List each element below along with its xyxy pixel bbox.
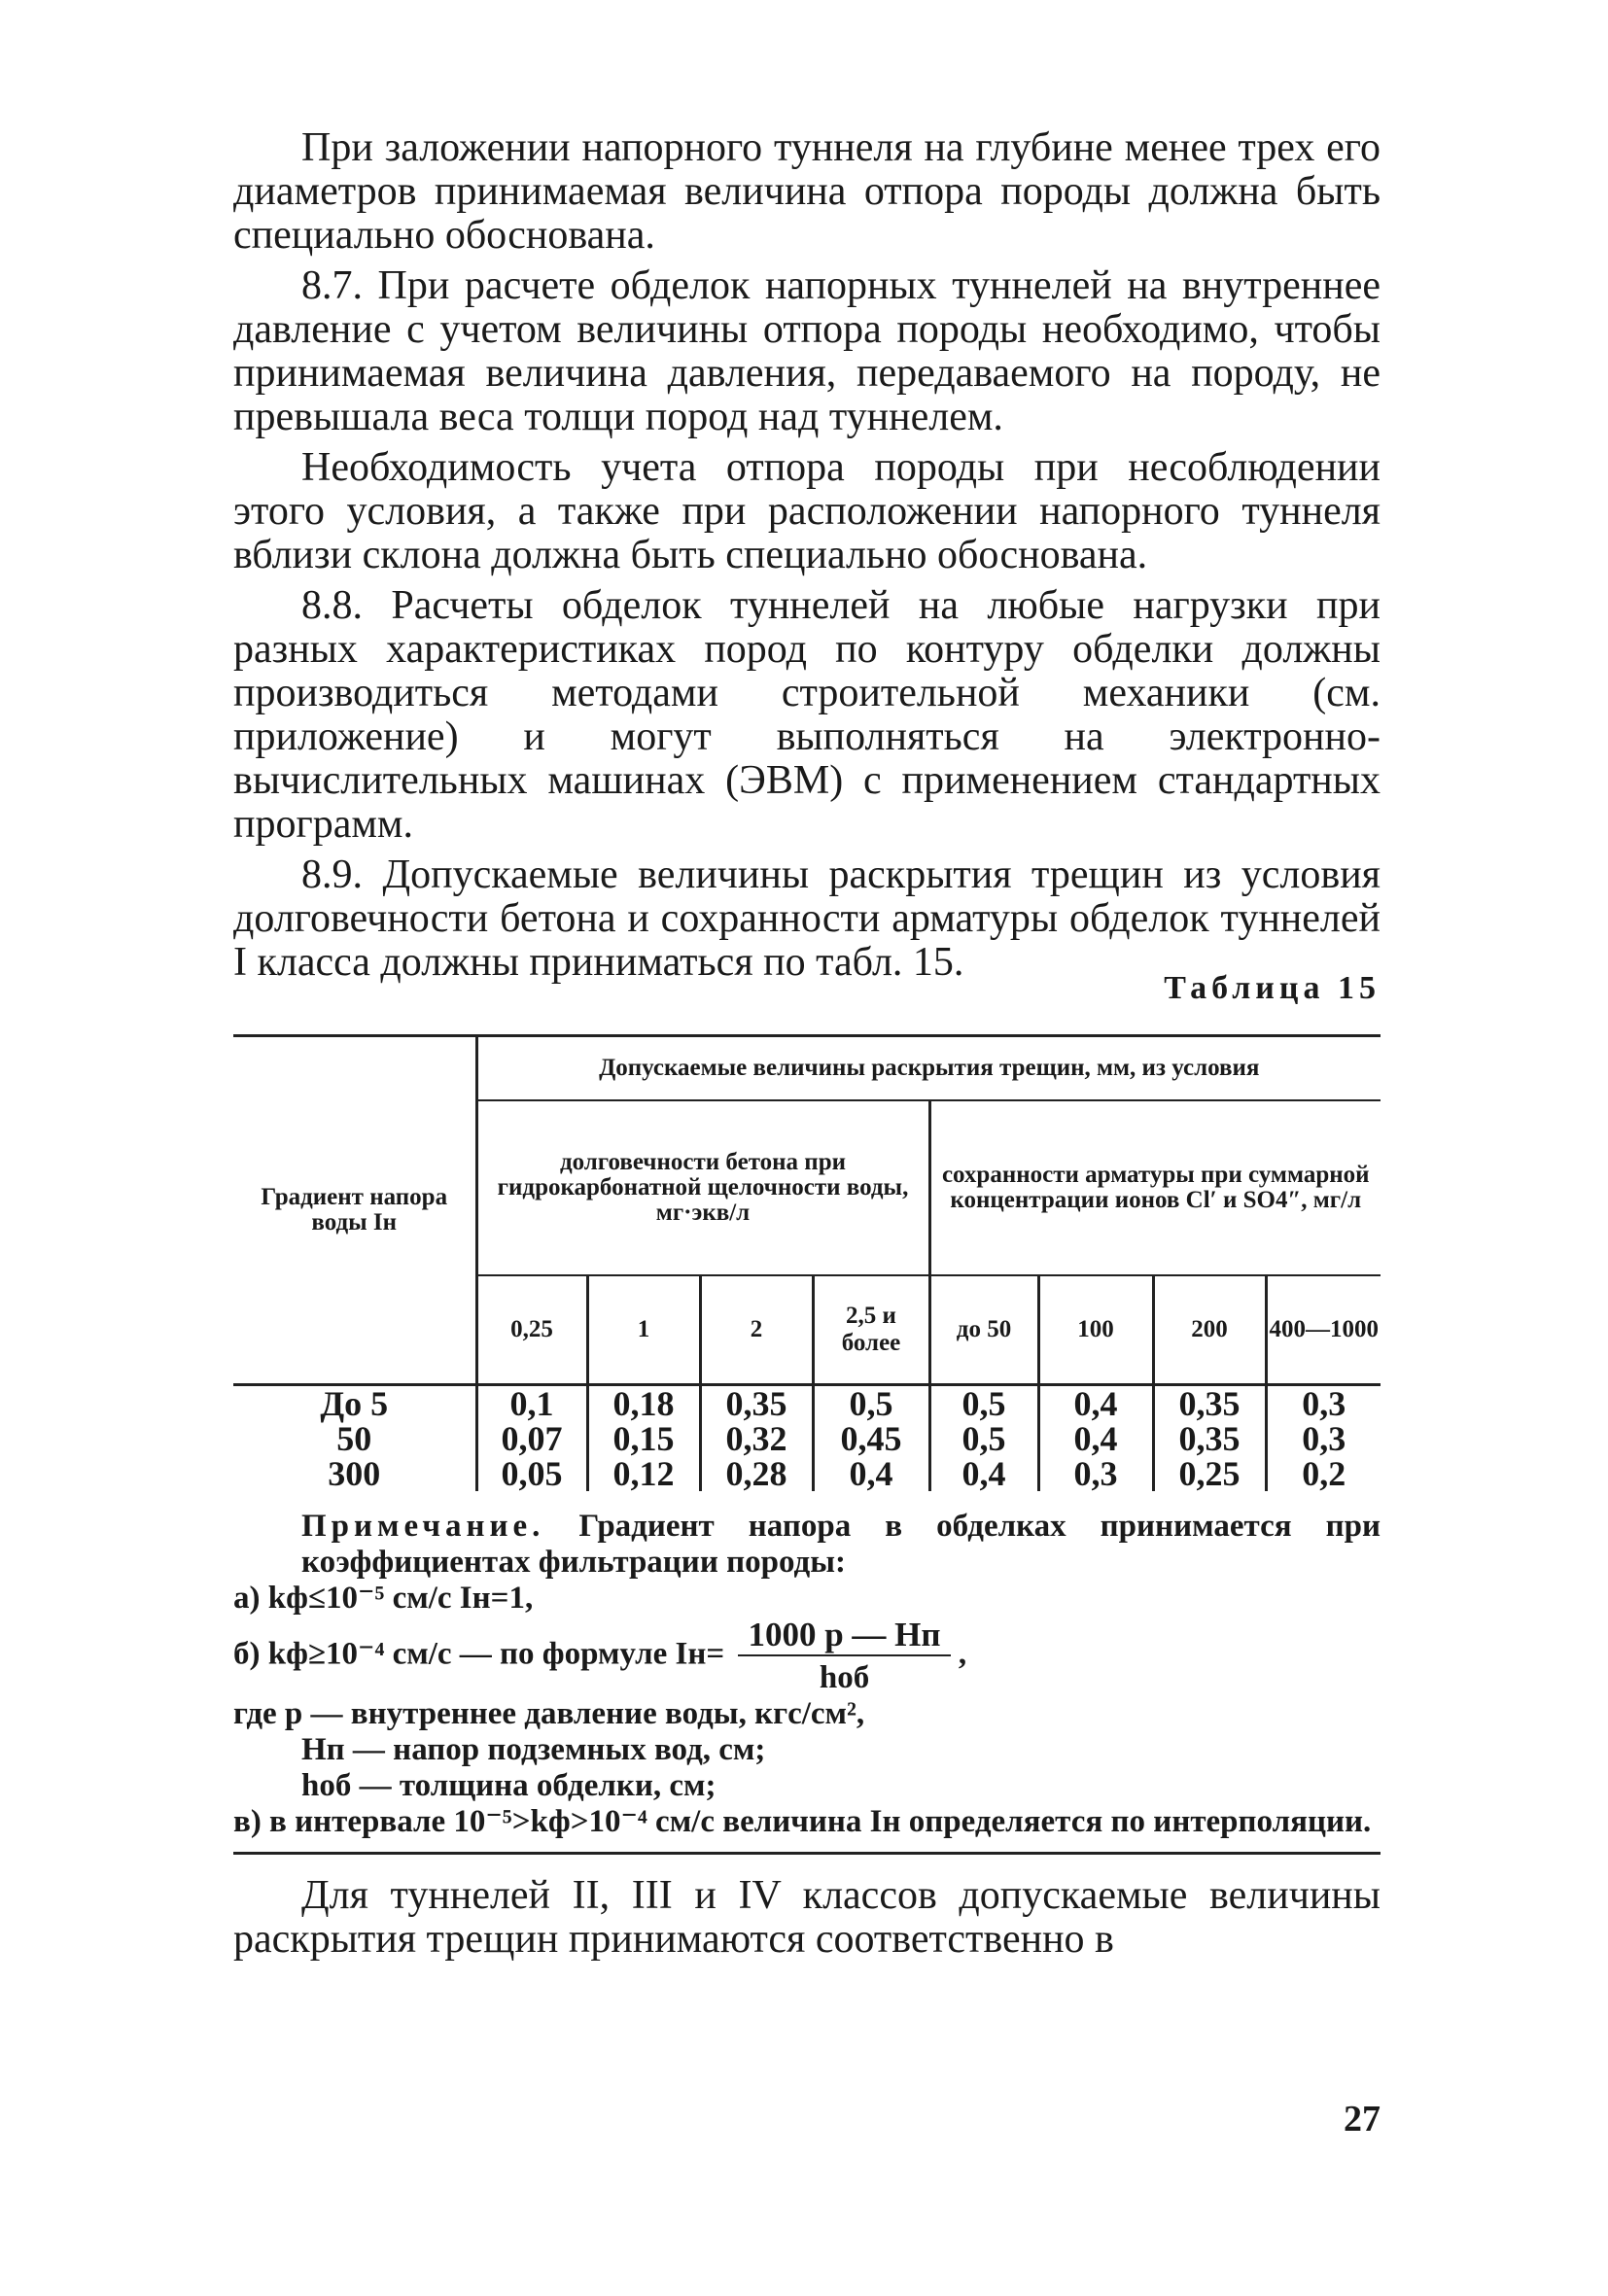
note-item-b (233, 1617, 1381, 1696)
col-header: 2,5 и более (813, 1275, 929, 1385)
note-intro: Градиент напора в обделках принимается при коэффициентах фильтрации породы: (301, 1509, 1381, 1580)
note-item-b-suffix: , (958, 1636, 967, 1672)
table-cell: 0,4 (1038, 1385, 1153, 1422)
paragraph-8-9: 8.9. Допускаемые величины раскрытия трещин из условия долговечности бетона и сохранности арматуры обделок туннелей I класса должны приниматься по табл. 15. (233, 852, 1381, 985)
table-cell: 0,4 (1038, 1421, 1153, 1456)
col-header: 2 (700, 1275, 813, 1385)
row-label: До 5 (320, 1384, 389, 1423)
note-where: где p — внутреннее давление воды, кгс/см², (233, 1696, 865, 1731)
group-header: Допускаемые величины раскрытия трещин, мм, из условия (476, 1036, 1381, 1101)
table-cell: 0,3 (1266, 1421, 1381, 1456)
paragraph-8-8: 8.8. Расчеты обделок туннелей на любые нагрузки при разных характеристиках пород по контуру обделки должны производиться методами строительной механики (см. приложение) и могут выполняться на электронно-вычислительных машинах (ЭВМ) с применением стандартных программ. (233, 583, 1381, 847)
table-cell: 0,45 (813, 1421, 929, 1456)
table-cell: 0,05 (476, 1456, 587, 1491)
table-cell: 0,5 (813, 1385, 929, 1422)
formula-numerator: 1000 p — Hп (738, 1617, 950, 1656)
table-row (233, 1421, 1381, 1456)
col-header: до 50 (929, 1275, 1038, 1385)
table-cell: 0,15 (587, 1421, 700, 1456)
note-item-b-prefix: б) kф≥10⁻⁴ см/с — по формуле Iн= (233, 1636, 725, 1672)
paragraph-necessity: Необходимость учета отпора породы при несоблюдении этого условия, а также при расположении напорного туннеля вблизи склона должна быть специально обоснована. (233, 445, 1381, 577)
col-header: 400—1000 (1266, 1275, 1381, 1385)
table-row (233, 1385, 1381, 1422)
note-intro-line (233, 1509, 1381, 1581)
table-cell: 0,28 (700, 1456, 813, 1491)
table-cell: 0,2 (1266, 1456, 1381, 1491)
table-row (233, 1456, 1381, 1491)
paragraph-closing: Для туннелей II, III и IV классов допускаемые величины раскрытия трещин принимаются соответственно в (233, 1873, 1381, 1962)
table-cell: 0,35 (700, 1385, 813, 1422)
col-header: 100 (1038, 1275, 1153, 1385)
table-cell: 0,35 (1153, 1421, 1266, 1456)
crack-width-table (233, 1034, 1381, 1491)
row-label: 300 (328, 1454, 381, 1493)
table-15 (233, 1034, 1381, 1491)
table-caption-row (233, 970, 1381, 1013)
note-title: Примечание. (301, 1509, 545, 1544)
col-header: 0,25 (476, 1275, 587, 1385)
table-cell: 0,25 (1153, 1456, 1266, 1491)
note-item-c: в) в интервале 10⁻⁵>kф>10⁻⁴ см/с величина Iн определяется по интерполяции. (233, 1804, 1372, 1839)
subheader-reinforcement: сохранности арматуры при суммарной концентрации ионов Cl′ и SO4″, мг/л (929, 1100, 1381, 1275)
table-cell: 0,5 (929, 1421, 1038, 1456)
page-number: 27 (1344, 2099, 1381, 2139)
formula-denominator: hоб (819, 1660, 870, 1695)
table-caption: Таблица 15 (1164, 970, 1381, 1006)
row-label: 50 (336, 1419, 372, 1458)
note-def-h: Hп — напор подземных вод, см; (301, 1732, 766, 1767)
table-cell: 0,07 (476, 1421, 587, 1456)
table-cell: 0,18 (587, 1385, 700, 1422)
divider (233, 1852, 1381, 1855)
paragraph-deep-tunnel: При заложении напорного туннеля на глубине менее трех его диаметров принимаемая величина отпора породы должна быть специально обоснована. (233, 125, 1381, 258)
table-cell: 0,12 (587, 1456, 700, 1491)
table-cell: 0,3 (1038, 1456, 1153, 1491)
col-header: 1 (587, 1275, 700, 1385)
row-header-gradient: Градиент напора воды Iн (233, 1036, 476, 1385)
paragraph-8-7: 8.7. При расчете обделок напорных туннелей на внутреннее давление с учетом величины отпора породы необходимо, чтобы принимаемая величина давления, передаваемого на породу, не превышала веса толщи пород над туннелем. (233, 263, 1381, 439)
table-cell: 0,5 (929, 1385, 1038, 1422)
col-header: 200 (1153, 1275, 1266, 1385)
note-def-hob: hоб — толщина обделки, см; (301, 1768, 717, 1803)
subheader-durability: долговечности бетона при гидрокарбонатной щелочности воды, мг·экв/л (476, 1100, 929, 1275)
formula (738, 1617, 950, 1696)
table-cell: 0,35 (1153, 1385, 1266, 1422)
table-note (233, 1509, 1381, 1840)
document-page (233, 126, 1381, 1968)
table-cell: 0,4 (929, 1456, 1038, 1491)
table-cell: 0,1 (476, 1385, 587, 1422)
table-cell: 0,3 (1266, 1385, 1381, 1422)
table-cell: 0,32 (700, 1421, 813, 1456)
table-cell: 0,4 (813, 1456, 929, 1491)
note-item-a: а) kф≤10⁻⁵ см/с Iн=1, (233, 1581, 534, 1616)
